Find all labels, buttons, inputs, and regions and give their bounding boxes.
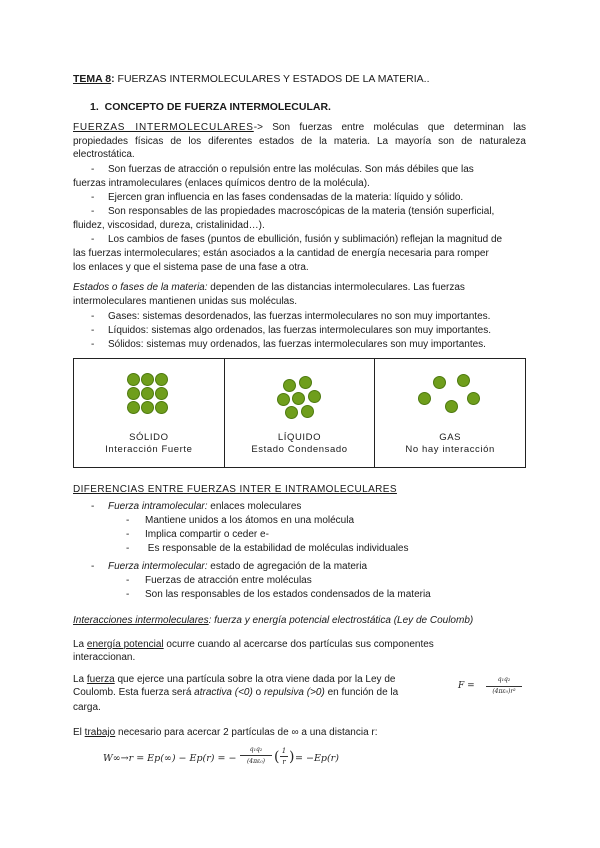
molecule bbox=[292, 392, 305, 405]
molecule bbox=[285, 406, 298, 419]
molecule bbox=[155, 387, 168, 400]
molecule bbox=[445, 400, 458, 413]
intra-definition bbox=[108, 501, 301, 512]
list-item-text: Es responsable de la estabilidad de moléculas individuales bbox=[145, 543, 409, 554]
paren-left: ( bbox=[274, 749, 280, 765]
fraction-bar bbox=[240, 755, 272, 756]
molecule bbox=[467, 392, 480, 405]
intro-term: FUERZAS INTERMOLECULARES bbox=[73, 122, 254, 133]
molecule bbox=[277, 393, 290, 406]
force-line2-end: en función de la bbox=[324, 687, 399, 698]
inter-definition bbox=[108, 561, 367, 572]
title-label: TEMA 8 bbox=[73, 73, 112, 85]
list-item-text: fuerzas intramoleculares (enlaces químicos dentro de la molécula). bbox=[73, 178, 370, 189]
list-item: - bbox=[91, 206, 95, 217]
differences-heading: DIFERENCIAS ENTRE FUERZAS INTER E INTRAMOLECULARES bbox=[73, 484, 397, 495]
list-item: - bbox=[91, 164, 95, 175]
intro-paragraph bbox=[73, 121, 526, 162]
molecule bbox=[127, 373, 140, 386]
solid-caption bbox=[74, 429, 224, 456]
list-item: - bbox=[126, 529, 130, 540]
list-item-text: Gases: sistemas desordenados, las fuerzas intermoleculares no son muy importantes. bbox=[108, 311, 491, 322]
potential-text: ocurre cuando al acercarse dos partículas sus componentes bbox=[163, 639, 434, 650]
title-text: FUERZAS INTERMOLECULARES Y ESTADOS DE LA MATERIA.. bbox=[114, 73, 430, 85]
state-description: Interacción Fuerte bbox=[105, 444, 193, 455]
interactions-rest: : fuerza y energía potencial electrostática (Ley de Coulomb) bbox=[208, 615, 474, 626]
list-item: - bbox=[126, 543, 130, 554]
work-frac2-denominator: r bbox=[282, 758, 286, 766]
intra-def: enlaces moleculares bbox=[207, 501, 302, 512]
solid-cell bbox=[74, 359, 225, 468]
list-item: - bbox=[91, 311, 95, 322]
section-heading bbox=[90, 101, 331, 113]
solid-molecules-illustration bbox=[74, 359, 224, 429]
force-text: que ejerce una partícula sobre la otra viene dada por la Ley de bbox=[114, 674, 396, 685]
liquid-caption bbox=[225, 429, 375, 456]
state-name: GAS bbox=[439, 432, 462, 443]
intra-term: Fuerza intramolecular: bbox=[108, 501, 208, 512]
work-formula-rhs: = −Ep(r) bbox=[295, 753, 339, 764]
list-item: - bbox=[91, 192, 95, 203]
list-item-text: Son las responsables de los estados condensados de la materia bbox=[145, 589, 431, 600]
interactions-term: Interacciones intermoleculares bbox=[73, 615, 209, 626]
gas-caption bbox=[375, 429, 525, 456]
title-colon: : bbox=[111, 73, 115, 85]
molecule bbox=[433, 376, 446, 389]
state-description: Estado Condensado bbox=[251, 444, 348, 455]
list-item-text: los enlaces y que el sistema pase de una fase a otra. bbox=[73, 262, 309, 273]
work-frac2-numerator: 1 bbox=[281, 747, 287, 755]
coulomb-force-formula bbox=[458, 676, 528, 700]
fraction-bar bbox=[280, 756, 288, 757]
list-item: - bbox=[126, 515, 130, 526]
state-name: LÍQUIDO bbox=[277, 432, 322, 443]
molecule bbox=[141, 387, 154, 400]
list-item: - bbox=[126, 575, 130, 586]
force-line2-start: Coulomb. Esta fuerza será bbox=[73, 687, 195, 698]
work-formula bbox=[103, 744, 363, 772]
work-pre: El bbox=[73, 727, 85, 738]
document-title bbox=[73, 73, 430, 85]
state-description: No hay interacción bbox=[405, 444, 495, 455]
potential-term: energía potencial bbox=[86, 639, 164, 650]
formula-numerator: q₁q₂ bbox=[497, 676, 511, 683]
list-item-text: fluidez, viscosidad, dureza, cristalinidad…). bbox=[73, 220, 265, 231]
molecule bbox=[127, 387, 140, 400]
molecule bbox=[141, 373, 154, 386]
force-pre: La bbox=[73, 674, 87, 685]
list-item-text: Sólidos: sistemas muy ordenados, las fuerzas intermoleculares son muy importantes. bbox=[108, 339, 486, 350]
force-line3: carga. bbox=[73, 702, 101, 713]
work-line bbox=[73, 727, 378, 738]
gas-molecules-illustration bbox=[375, 359, 525, 429]
work-text: necesario para acercar 2 partículas de ∞ a una distancia r: bbox=[115, 727, 378, 738]
force-line2-mid: o bbox=[252, 687, 264, 698]
work-term: trabajo bbox=[84, 727, 116, 738]
states-term: Estados o fases de la materia: bbox=[73, 282, 208, 293]
list-item-text: Fuerzas de atracción entre moléculas bbox=[145, 575, 312, 586]
section-number: 1. bbox=[90, 101, 99, 113]
interactions-heading bbox=[73, 615, 473, 626]
potential-pre: La bbox=[73, 639, 87, 650]
work-formula-numerator: q₁q₂ bbox=[249, 746, 263, 753]
attractive-label: atractiva (<0) bbox=[194, 687, 253, 698]
molecule bbox=[301, 405, 314, 418]
section-title: CONCEPTO DE FUERZA INTERMOLECULAR. bbox=[104, 101, 331, 113]
states-intro bbox=[73, 282, 465, 293]
force-term: fuerza bbox=[86, 674, 115, 685]
molecule bbox=[308, 390, 321, 403]
list-item-text: Líquidos: sistemas algo ordenados, las fuerzas intermoleculares son muy importantes. bbox=[108, 325, 491, 336]
states-intro-text: dependen de las distancias intermoleculares. Las fuerzas bbox=[207, 282, 465, 293]
state-name: SÓLIDO bbox=[129, 432, 169, 443]
list-item-text: Son fuerzas de atracción o repulsión entre las moléculas. Son más débiles que las bbox=[108, 164, 474, 175]
potential-paragraph bbox=[73, 637, 526, 652]
molecule bbox=[141, 401, 154, 414]
list-item: - bbox=[91, 234, 95, 245]
potential-line2: interaccionan. bbox=[73, 652, 136, 663]
force-paragraph bbox=[73, 672, 446, 687]
intro-arrow: -> bbox=[253, 122, 263, 133]
list-item-text: Los cambios de fases (puntos de ebullición, fusión y sublimación) reflejan la magnitud de bbox=[108, 234, 503, 245]
paren-right: ) bbox=[289, 749, 295, 765]
molecule bbox=[457, 374, 470, 387]
fraction-bar bbox=[486, 686, 522, 687]
work-formula-denominator: (4πε₀) bbox=[246, 758, 266, 765]
liquid-cell bbox=[224, 359, 375, 468]
list-item-text: Mantiene unidos a los átomos en una molécula bbox=[145, 515, 355, 526]
work-formula-lhs: W∞→r = Ep(∞) − Ep(r) = − bbox=[103, 753, 237, 764]
states-table bbox=[73, 358, 526, 468]
list-item-text: Ejercen gran influencia en las fases condensadas de la materia: líquido y sólido. bbox=[108, 192, 464, 203]
formula-lhs: F = bbox=[458, 681, 475, 691]
molecule bbox=[283, 379, 296, 392]
repulsive-label: repulsiva (>0) bbox=[263, 687, 325, 698]
molecule bbox=[127, 401, 140, 414]
molecule bbox=[418, 392, 431, 405]
intro-text: Son fuerzas entre moléculas que determinan las propiedades físicas de los diferentes estados de la materia. La mayoría son de naturaleza electrostática. bbox=[73, 122, 526, 160]
list-item: - bbox=[126, 589, 130, 600]
list-item-text: Son responsables de las propiedades macroscópicas de la materia (tensión superficial, bbox=[108, 206, 495, 217]
list-item-text: Implica compartir o ceder e- bbox=[145, 529, 269, 540]
molecule bbox=[299, 376, 312, 389]
list-item: - bbox=[91, 501, 95, 512]
list-item-text: las fuerzas intermoleculares; están asociados a la cantidad de energía necesaria para romper bbox=[73, 248, 489, 259]
inter-def: estado de agregación de la materia bbox=[207, 561, 368, 572]
force-line2 bbox=[73, 687, 398, 698]
inter-term: Fuerza intermolecular: bbox=[108, 561, 208, 572]
formula-denominator: (4πε₀)r² bbox=[492, 688, 516, 695]
molecule bbox=[155, 373, 168, 386]
list-item: - bbox=[91, 561, 95, 572]
list-item: - bbox=[91, 325, 95, 336]
states-intro-line2: intermoleculares mantienen unidas sus moléculas. bbox=[73, 296, 298, 307]
gas-cell bbox=[375, 359, 526, 468]
liquid-molecules-illustration bbox=[225, 359, 375, 429]
list-item: - bbox=[91, 339, 95, 350]
molecule bbox=[155, 401, 168, 414]
